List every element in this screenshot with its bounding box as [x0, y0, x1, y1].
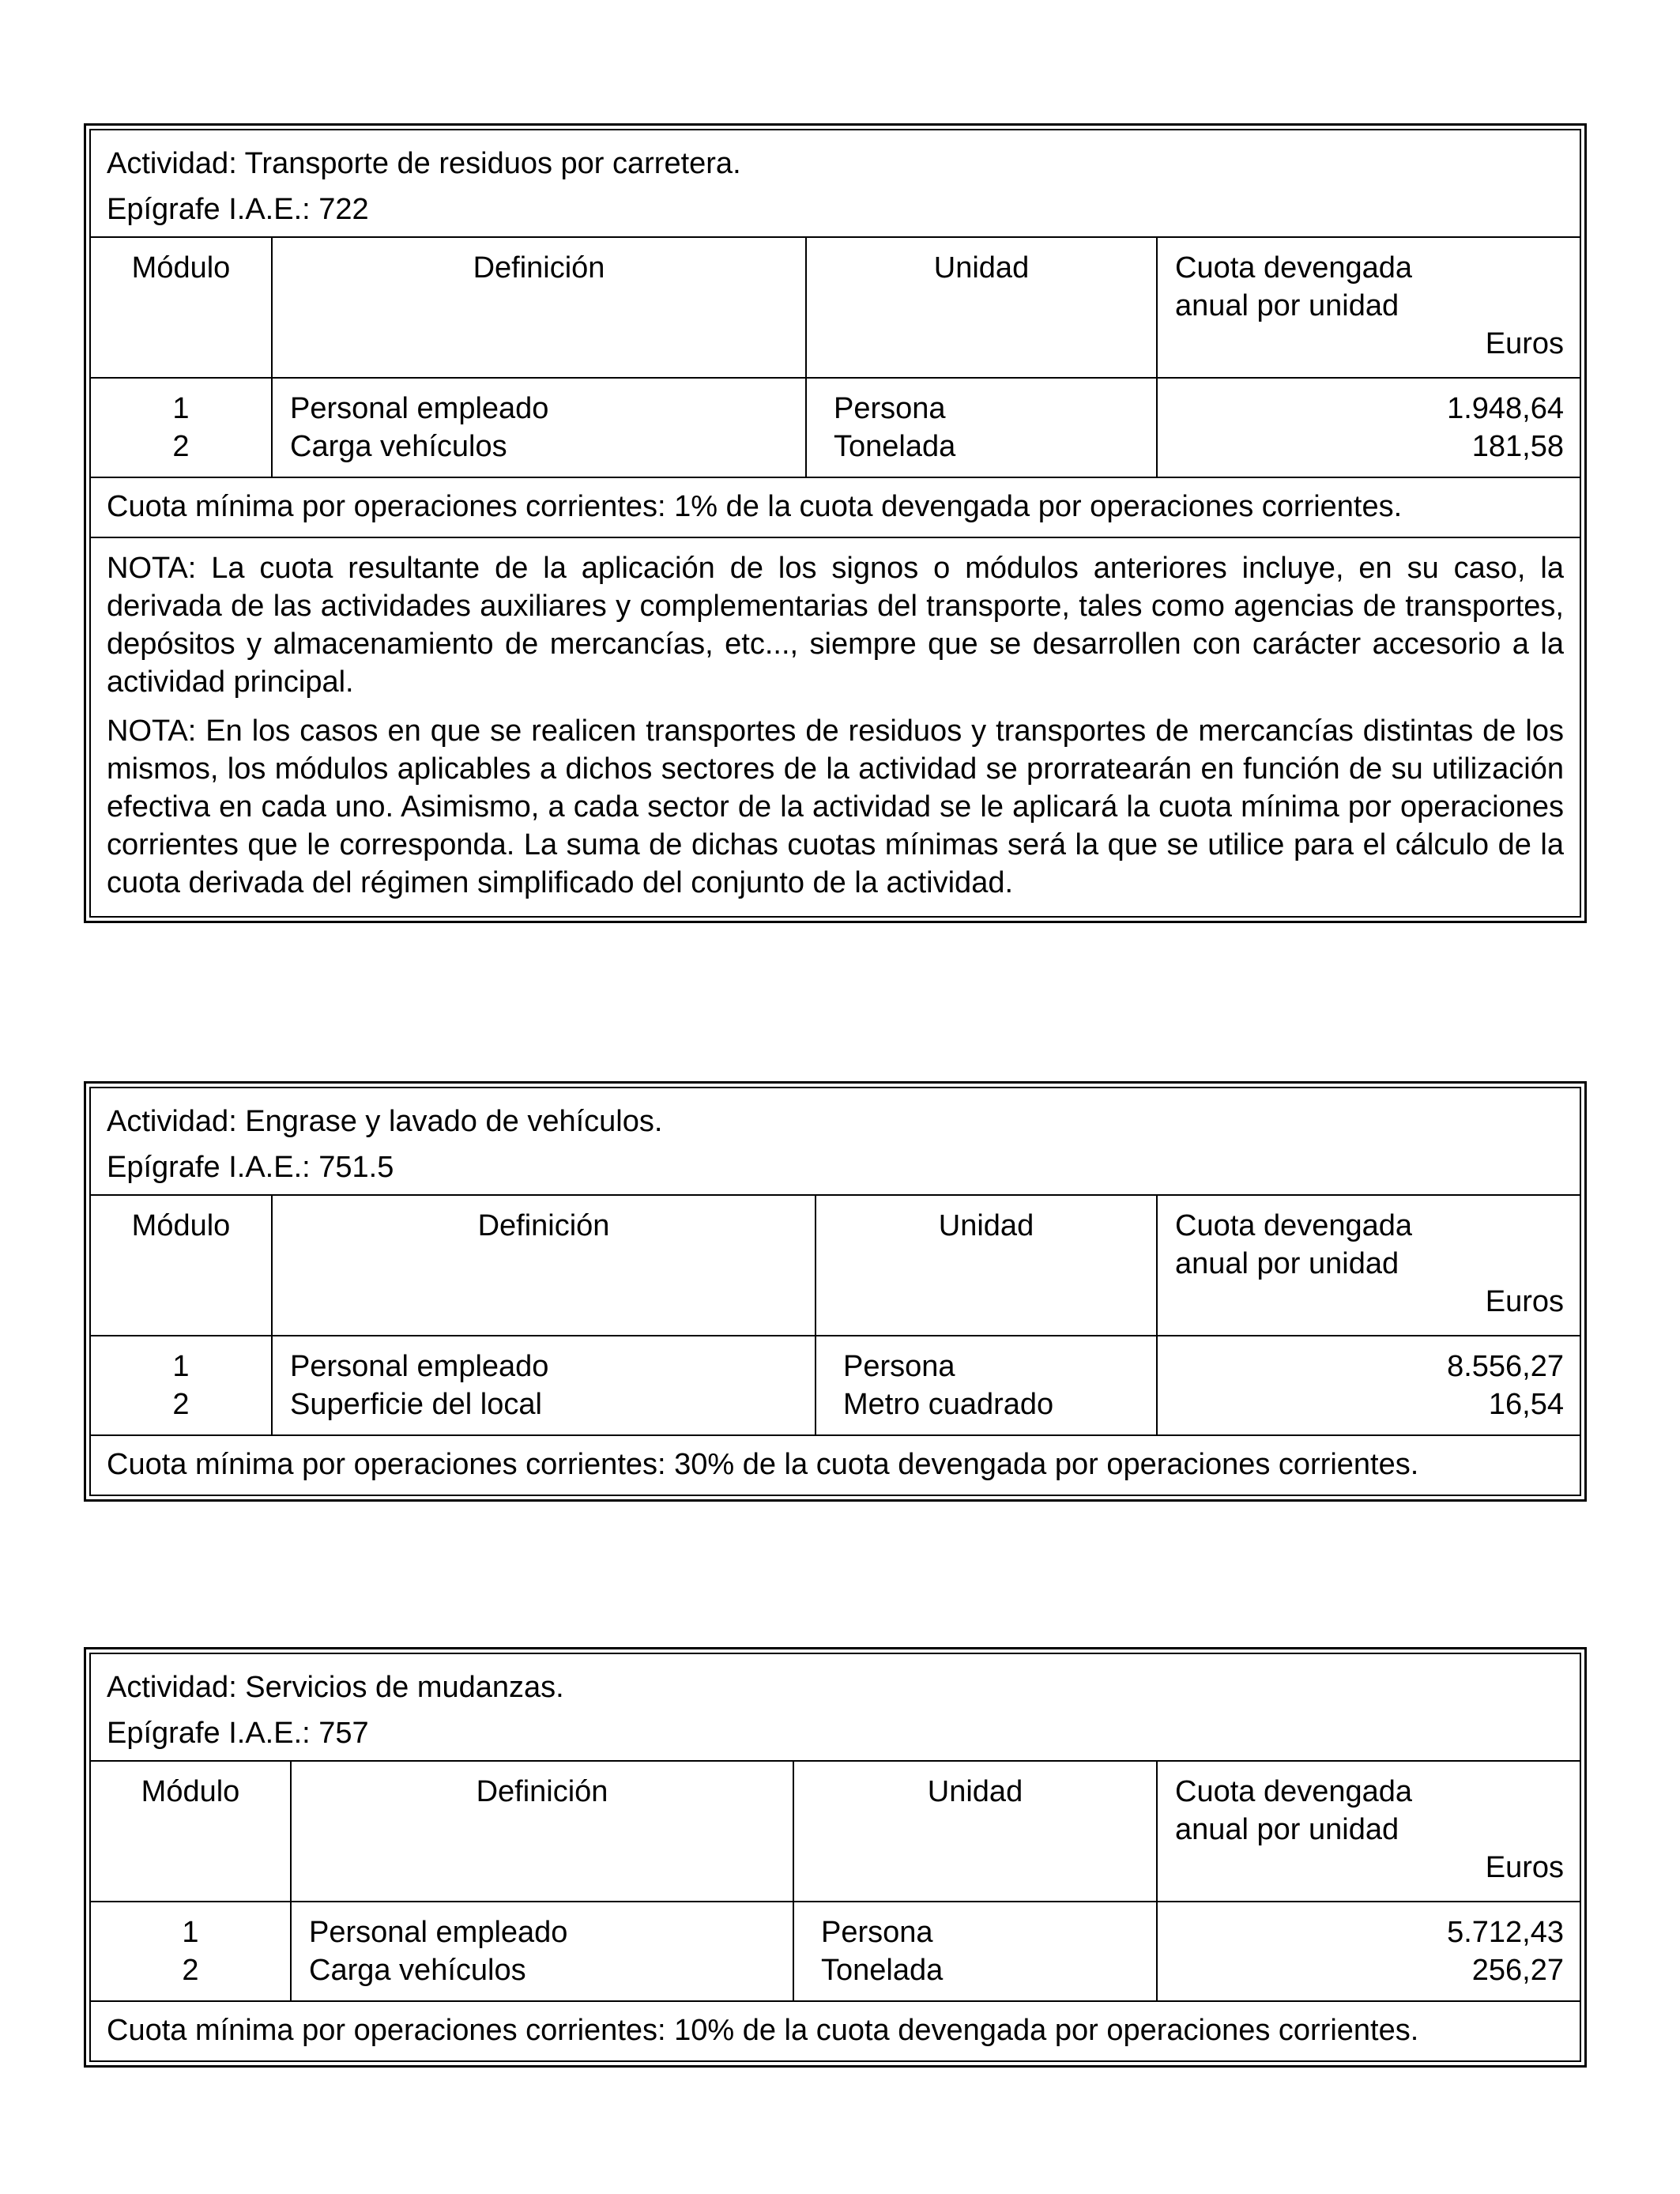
activity-header	[91, 1654, 1580, 1762]
row-2-modulo: 2	[172, 430, 190, 463]
nota-1: NOTA: La cuota resultante de la aplicación de los signos o módulos anteriores incluye, en su caso, la derivada de las actividades auxiliares y complementarias del transporte, tales como agencias de transportes, depósitos y almacenamiento de mercancías, etc..., siempre que se desarrollen con carácter accesorio a la actividad principal.	[107, 552, 1564, 699]
activity-table-transporte-residuos	[84, 123, 1587, 923]
row-2-definicion: Superficie del local	[290, 1388, 542, 1421]
data-rows	[91, 379, 1580, 478]
header-euros: Euros	[1485, 1851, 1564, 1884]
cuota-minima: Cuota mínima por operaciones corrientes: 10% de la cuota devengada por operaciones corrientes.	[107, 2014, 1419, 2047]
header-cuota	[1158, 1196, 1580, 1335]
row-1-cuota: 5.712,43	[1447, 1916, 1564, 1949]
cuota-minima: Cuota mínima por operaciones corrientes: 30% de la cuota devengada por operaciones corrientes.	[107, 1448, 1419, 1481]
header-cuota-line2: anual por unidad	[1175, 1813, 1399, 1846]
row-1-definicion: Personal empleado	[309, 1916, 568, 1949]
header-unidad: Unidad	[807, 238, 1158, 377]
table-inner-frame	[89, 129, 1581, 918]
row-1-definicion: Personal empleado	[290, 1350, 549, 1383]
notas-section	[91, 538, 1580, 916]
actividad-title: Actividad: Servicios de mudanzas.	[107, 1671, 564, 1704]
header-unidad: Unidad	[794, 1762, 1158, 1901]
definicion-column	[292, 1902, 794, 2000]
definicion-column	[273, 1336, 816, 1434]
column-header-row	[91, 238, 1580, 379]
epigrafe-label: Epígrafe I.A.E.: 722	[107, 193, 369, 226]
cuota-minima: Cuota mínima por operaciones corrientes: 1% de la cuota devengada por operaciones corrientes.	[91, 478, 1580, 538]
activity-header	[91, 1088, 1580, 1196]
row-2-cuota: 181,58	[1471, 430, 1564, 463]
unidad-column	[816, 1336, 1158, 1434]
column-header-row	[91, 1196, 1580, 1336]
header-cuota	[1158, 1762, 1580, 1901]
actividad-title: Actividad: Transporte de residuos por carretera.	[107, 147, 741, 180]
activity-table-mudanzas	[84, 1647, 1587, 2068]
cuota-column	[1158, 379, 1580, 477]
epigrafe-label: Epígrafe I.A.E.: 757	[107, 1717, 369, 1750]
header-cuota	[1158, 238, 1580, 377]
modulo-column	[91, 379, 273, 477]
row-1-unidad: Persona	[843, 1350, 955, 1383]
header-cuota-line1: Cuota devengada	[1175, 1209, 1413, 1242]
epigrafe-label: Epígrafe I.A.E.: 751.5	[107, 1151, 394, 1184]
column-header-row	[91, 1762, 1580, 1902]
unidad-column	[807, 379, 1158, 477]
header-modulo: Módulo	[91, 1196, 273, 1335]
header-cuota-line1: Cuota devengada	[1175, 251, 1413, 285]
row-1-definicion: Personal empleado	[290, 392, 549, 425]
row-1-cuota: 8.556,27	[1447, 1350, 1564, 1383]
unidad-column	[794, 1902, 1158, 2000]
data-rows	[91, 1902, 1580, 2002]
header-cuota-line2: anual por unidad	[1175, 289, 1399, 322]
table-inner-frame	[89, 1087, 1581, 1496]
row-2-definicion: Carga vehículos	[309, 1954, 526, 1987]
header-modulo: Módulo	[91, 1762, 292, 1901]
modulo-column	[91, 1902, 292, 2000]
row-1-cuota: 1.948,64	[1447, 392, 1564, 425]
row-1-modulo: 1	[172, 1350, 190, 1383]
row-2-cuota: 16,54	[1488, 1388, 1564, 1421]
cuota-column	[1158, 1902, 1580, 2000]
header-modulo: Módulo	[91, 238, 273, 377]
modulo-column	[91, 1336, 273, 1434]
row-2-unidad: Tonelada	[834, 430, 956, 463]
row-2-unidad: Metro cuadrado	[843, 1388, 1054, 1421]
header-euros: Euros	[1485, 327, 1564, 360]
definicion-column	[273, 379, 807, 477]
header-euros: Euros	[1485, 1285, 1564, 1318]
row-2-cuota: 256,27	[1471, 1954, 1564, 1987]
header-cuota-line1: Cuota devengada	[1175, 1775, 1413, 1808]
activity-header	[91, 130, 1580, 238]
nota-2: NOTA: En los casos en que se realicen transportes de residuos y transportes de mercancías distintas de los mismos, los módulos aplicables a dichos sectores de la actividad se prorratearán en función de su utilización efectiva en cada uno. Asimismo, a cada sector de la actividad se le aplicará la cuota mínima por operaciones corrientes que le corresponda. La suma de dichas cuotas mínimas será la que se utilice para el cálculo de la cuota derivada del régimen simplificado del conjunto de la actividad.	[107, 714, 1564, 899]
row-2-modulo: 2	[182, 1954, 199, 1987]
header-definicion: Definición	[292, 1762, 794, 1901]
row-1-unidad: Persona	[834, 392, 946, 425]
table-inner-frame	[89, 1653, 1581, 2062]
row-2-definicion: Carga vehículos	[290, 430, 507, 463]
data-rows	[91, 1336, 1580, 1436]
cuota-column	[1158, 1336, 1580, 1434]
header-unidad: Unidad	[816, 1196, 1158, 1335]
actividad-title: Actividad: Engrase y lavado de vehículos.	[107, 1105, 663, 1138]
header-definicion: Definición	[273, 238, 807, 377]
row-2-modulo: 2	[172, 1388, 190, 1421]
row-1-modulo: 1	[172, 392, 190, 425]
activity-table-engrase-lavado	[84, 1081, 1587, 1502]
row-1-modulo: 1	[182, 1916, 199, 1949]
row-2-unidad: Tonelada	[821, 1954, 944, 1987]
row-1-unidad: Persona	[821, 1916, 933, 1949]
header-cuota-line2: anual por unidad	[1175, 1247, 1399, 1280]
header-definicion: Definición	[273, 1196, 816, 1335]
